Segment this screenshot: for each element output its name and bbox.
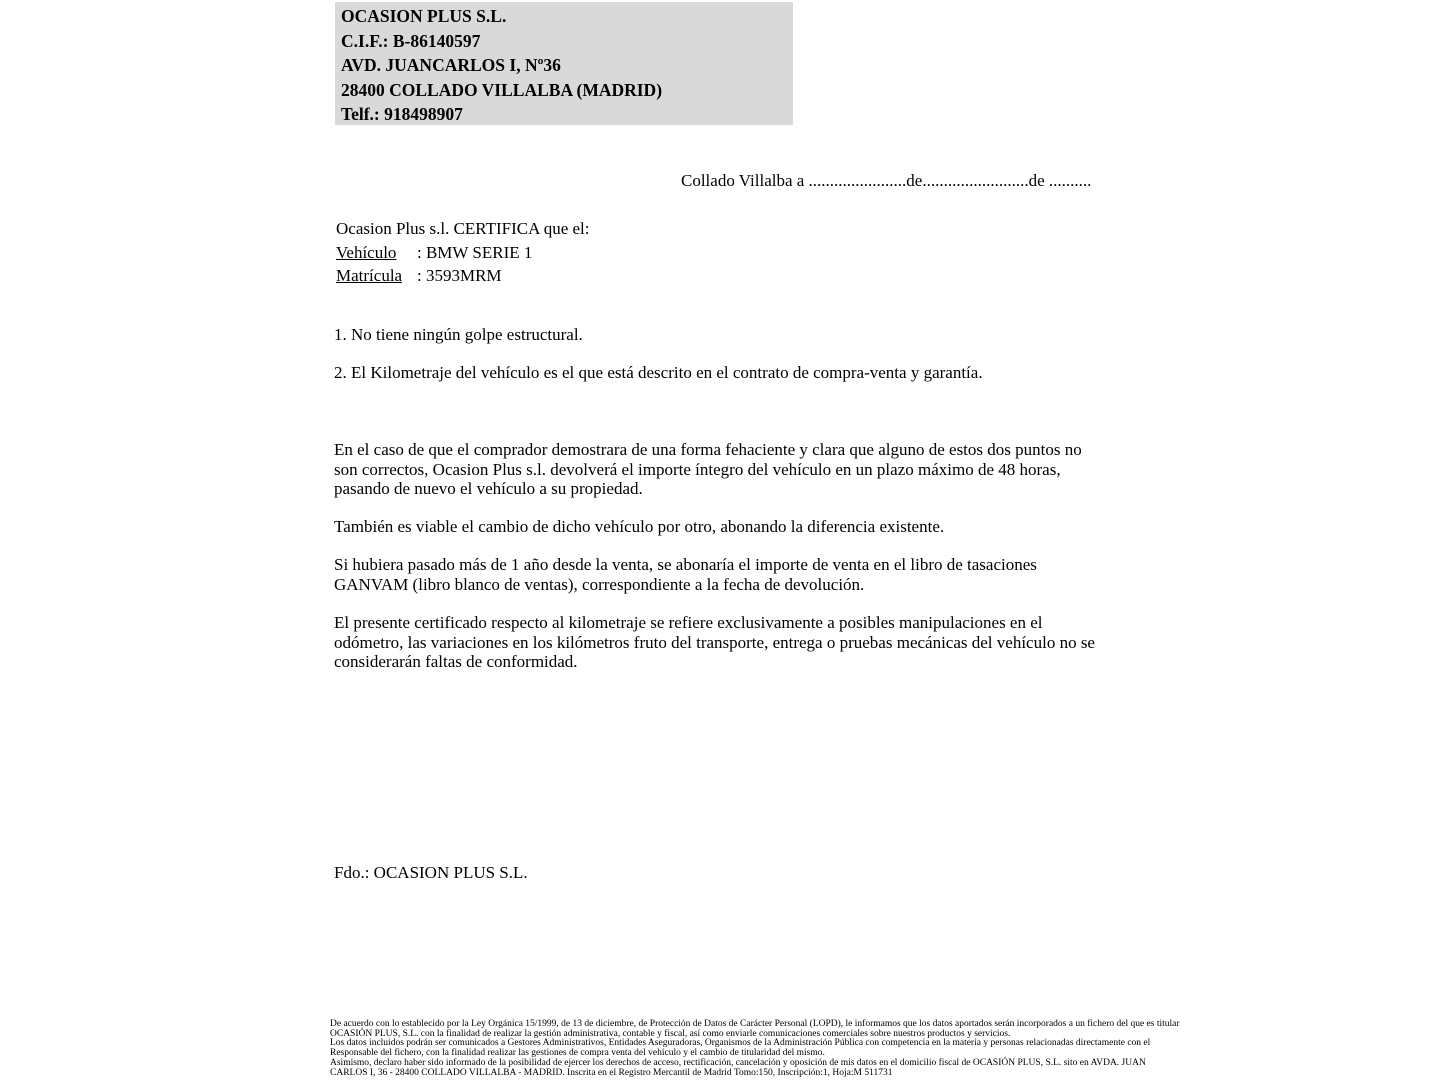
company-phone: Telf.: 918498907: [341, 104, 463, 124]
certification-block: [336, 217, 590, 288]
vehicle-value: : BMW SERIE 1: [417, 242, 533, 262]
date-line: Collado Villalba a .......................de.........................de ..........: [681, 171, 1092, 190]
plate-label: Matrícula: [336, 266, 403, 285]
clause-2: 2. El Kilometraje del vehículo es el que está descrito en el contrato de compra-venta y garantía.: [334, 363, 983, 382]
legal-line: Responsable del fichero, con la finalidad realizar las gestiones de compra venta del vehículo y el cambio de titularidad del mismo.: [330, 1048, 825, 1059]
legal-line: De acuerdo con lo establecido por la Ley Orgánica 15/1999, de 13 de diciembre, de Protección de Datos de Carácter Personal (LOPD), le informamos que los datos aportados serán incorporados a un fichero del que es titular: [330, 1019, 1180, 1029]
plate-row: [336, 264, 590, 288]
plate-value: : 3593MRM: [417, 266, 502, 285]
legal-line: Los datos incluidos podrán ser comunicados a Gestores Administrativos, Entidades Aseguradoras, Organismos de la Administración Pública con competencia en la materia y personas relacionadas directamente con el: [330, 1038, 1151, 1049]
paragraph-ganvam: Si hubiera pasado más de 1 año desde la venta, se abonaría el importe de venta en el libro de tasaciones GANVAM (libro blanco de ventas), correspondiente a la fecha de devolución.: [334, 555, 1037, 594]
paragraph-odometer: El presente certificado respecto al kilometraje se refiere exclusivamente a posibles manipulaciones en el odómetro, las variaciones en los kilómetros fruto del transporte, entrega o pruebas mecánicas del vehículo no se considerarán faltas de conformidad.: [334, 613, 1095, 671]
clause-1: 1. No tiene ningún golpe estructural.: [334, 325, 583, 344]
company-city: 28400 COLLADO VILLALBA (MADRID): [341, 79, 663, 100]
legal-line: CARLOS I, 36 - 28400 COLLADO VILLALBA - MADRID. Inscrita en el Registro Mercantil de Madrid Tomo:150, Inscripción:1, Hoja:M 511731: [330, 1067, 893, 1078]
certify-intro: Ocasion Plus s.l. CERTIFICA que el:: [336, 219, 590, 238]
company-address: AVD. JUANCARLOS I, Nº36: [341, 55, 561, 75]
paragraph-refund: En el caso de que el comprador demostrara de una forma fehaciente y clara que alguno de estos dos puntos no son correctos, Ocasion Plus s.l. devolverá el importe íntegro del vehículo en un plazo máximo de 48 horas, pasando de nuevo el vehículo a su propiedad.: [334, 440, 1082, 498]
company-name: OCASION PLUS S.L.: [341, 6, 507, 26]
legal-line: OCASIÓN PLUS, S.L. con la finalidad de realizar la gestión administrativa, contable y fiscal, así como enviarle comunicaciones comerciales sobre nuestros productos y servicios.: [330, 1028, 1011, 1039]
vehicle-row: [336, 241, 590, 265]
legal-line: Asimismo, declaro haber sido informado de la posibilidad de ejercer los derechos de acceso, rectificación, cancelación y oposición de mis datos en el domicilio fiscal de OCASIÓN PLUS, S.L. sito en AVDA. JUAN: [330, 1057, 1146, 1068]
legal-footer: [330, 1020, 1180, 1078]
paragraph-exchange: También es viable el cambio de dicho vehículo por otro, abonando la diferencia existente.: [334, 517, 945, 536]
company-cif: C.I.F.: B-86140597: [341, 30, 481, 51]
company-header-box: [335, 2, 793, 125]
signature-line: Fdo.: OCASION PLUS S.L.: [334, 863, 528, 882]
vehicle-label: Vehículo: [336, 242, 397, 262]
